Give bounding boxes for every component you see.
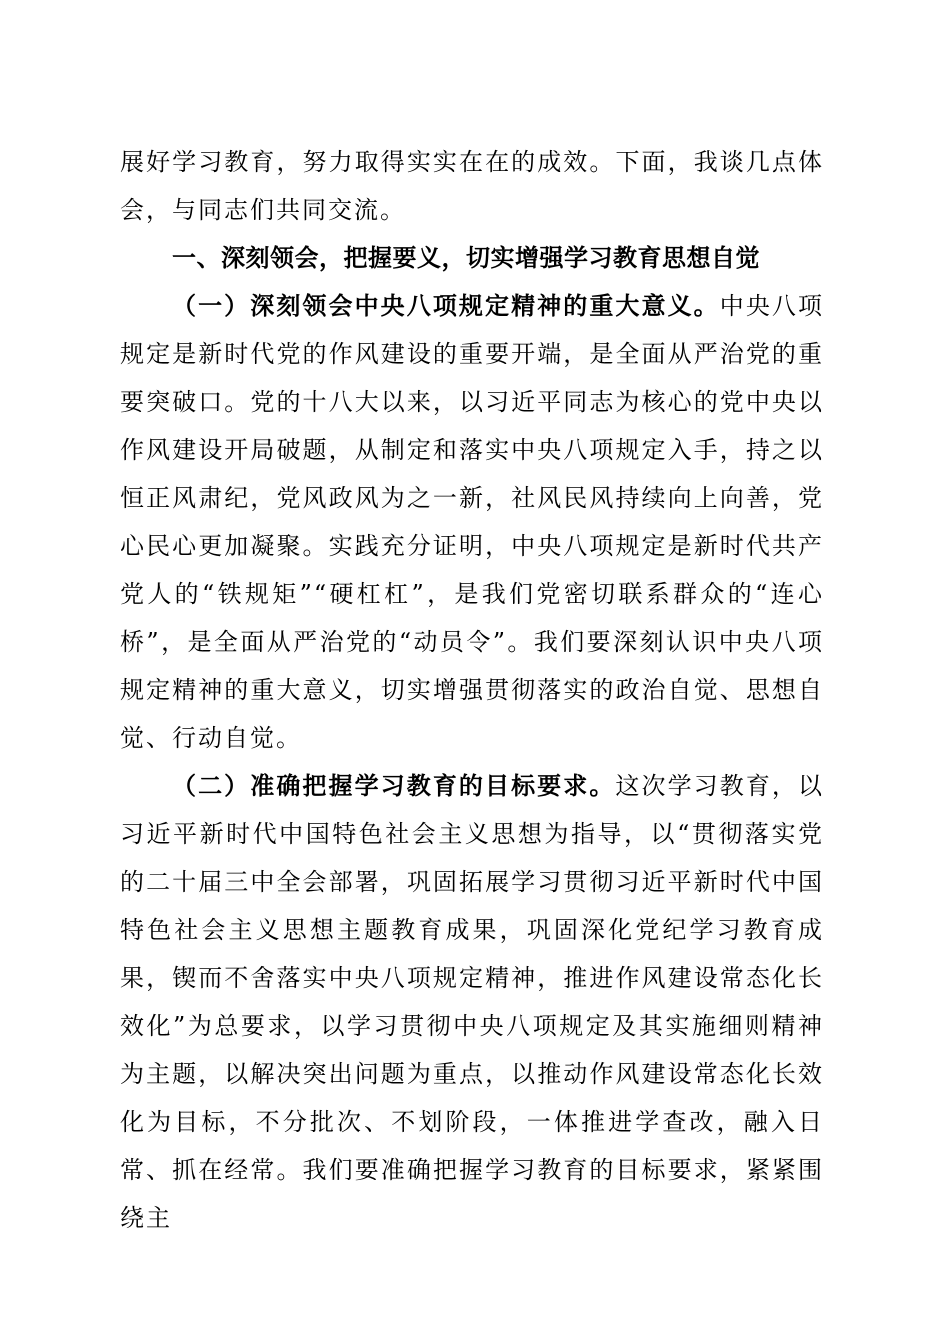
subsection-2-paragraph — [120, 762, 824, 1242]
subsection-1-title: （一）深刻领会中央八项规定精神的重大意义。 — [172, 291, 720, 320]
intro-paragraph: 展好学习教育，努力取得实实在在的成效。下面，我谈几点体会，与同志们共同交流。 — [120, 148, 824, 224]
subsection-1-body: 中央八项规定是新时代党的作风建设的重要开端，是全面从严治党的重要突破口。党的十八大以来，以习近平同志为核心的党中央以作风建设开局破题，从制定和落实中央八项规定入手，持之以恒正风肃纪，党风政风为之一新，社风民风持续向上向善，党心民心更加凝聚。实践充分证明，中央八项规定是新时代共产党人的“铁规矩”“硬杠杠”，是我们党密切联系群众的“连心桥”，是全面从严治党的“动员令”。我们要深刻认识中央八项规定精神的重大意义，切实增强贯彻落实的政治自觉、思想自觉、行动自觉。 — [120, 292, 824, 752]
subsection-2-body: 这次学习教育，以习近平新时代中国特色社会主义思想为指导，以“贯彻落实党的二十届三中全会部署，巩固拓展学习贯彻习近平新时代中国特色社会主义思想主题教育成果，巩固深化党纪学习教育成果，锲而不舍落实中央八项规定精神，推进作风建设常态化长效化”为总要求，以学习贯彻中央八项规定及其实施细则精神为主题，以解决突出问题为重点，以推动作风建设常态化长效化为目标，不分批次、不划阶段，一体推进学查改，融入日常、抓在经常。我们要准确把握学习教育的目标要求，紧紧围绕主 — [120, 772, 825, 1232]
document-body — [120, 138, 824, 1242]
subsection-2-title: （二）准确把握学习教育的目标要求。 — [172, 771, 616, 800]
section-heading-1: 一、深刻领会，把握要义，切实增强学习教育思想自觉 — [172, 244, 760, 272]
subsection-1-paragraph — [120, 282, 824, 762]
